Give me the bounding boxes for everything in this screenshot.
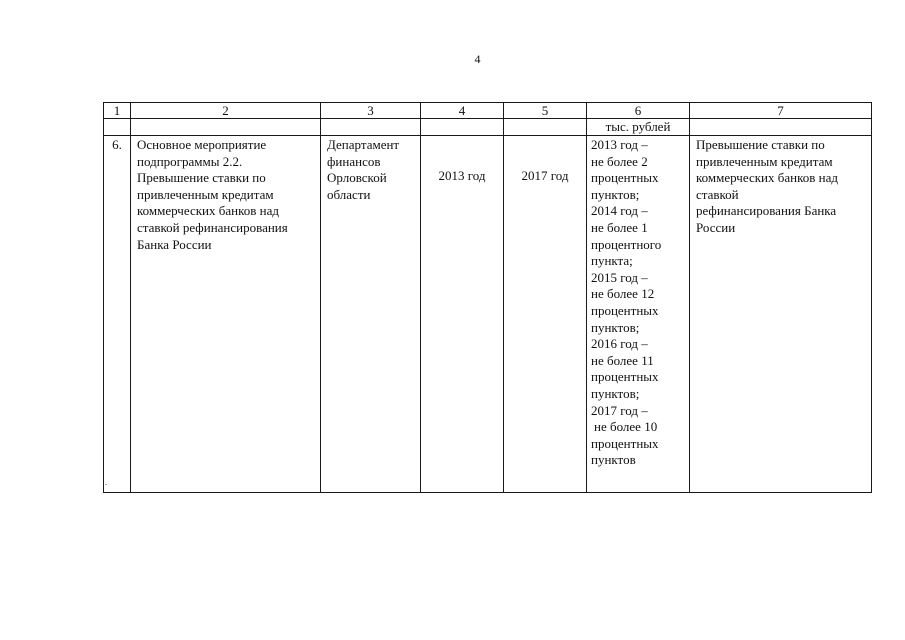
executor-line: Департамент [327,137,400,152]
result-line: коммерческих банков над [696,170,838,186]
units-cell-1 [104,119,131,136]
activity-line: Превышение ставки по [137,170,266,186]
units-cell-3 [321,119,421,136]
result-line: рефинансирования Банка [696,203,837,219]
target-line: процентных [591,302,659,318]
activity-line: привлеченным кредитам [137,186,274,202]
page-number: 4 [474,52,481,66]
executor-line: финансов [327,153,381,169]
target-line: не более 12 [591,286,655,302]
target-line: не более 11 [591,352,654,368]
table-row [104,136,872,493]
end-year-cell: 2017 год [504,136,587,493]
activity-cell [131,136,321,493]
activity-line: коммерческих банков над [137,203,279,219]
target-line: пунктов; [591,385,640,401]
units-cell-6: тыс. рублей [587,119,690,136]
result-line: России [696,219,736,235]
target-line: процентного [591,236,662,252]
units-cell-5 [504,119,587,136]
start-year-cell: 2013 год [421,136,504,493]
target-line: 2014 год – [591,203,648,219]
header-cell-3: 3 [321,103,421,119]
target-line: 2013 год – [591,137,648,152]
row-number: 6. [104,136,131,493]
executor-cell [321,136,421,493]
activity-line: подпрограммы 2.2. [137,153,243,169]
header-cell-5: 5 [504,103,587,119]
targets-cell [587,136,690,493]
result-line: Превышение ставки по [696,137,825,152]
activity-line: Банка России [137,236,212,252]
target-line: не более 2 [591,153,648,169]
activity-line: ставкой рефинансирования [137,219,288,235]
header-cell-6: 6 [587,103,690,119]
scan-speck [105,484,107,485]
units-cell-2 [131,119,321,136]
header-cell-7: 7 [690,103,872,119]
activity-line: Основное мероприятие [137,137,267,152]
executor-line: Орловской [327,170,387,186]
target-line: пунктов; [591,319,640,335]
target-line: не более 1 [591,219,648,235]
header-cell-4: 4 [421,103,504,119]
target-line: процентных [591,170,659,186]
units-row [104,119,872,136]
units-cell-4 [421,119,504,136]
result-line: привлеченным кредитам [696,153,833,169]
header-cell-1: 1 [104,103,131,119]
executor-line: области [327,186,371,202]
target-line: 2016 год – [591,336,648,352]
document-table [103,102,872,493]
table-header-row [104,103,872,119]
target-line: процентных [591,435,659,451]
target-line: 2015 год – [591,269,648,285]
target-line: процентных [591,369,659,385]
target-line: 2017 год – [591,402,648,418]
target-line: не более 10 [594,419,658,435]
result-line: ставкой [696,186,739,202]
units-cell-7 [690,119,872,136]
header-cell-2: 2 [131,103,321,119]
target-line: пунктов [591,452,636,468]
target-line: пунктов; [591,186,640,202]
result-cell [690,136,872,493]
target-line: пункта; [591,253,633,269]
